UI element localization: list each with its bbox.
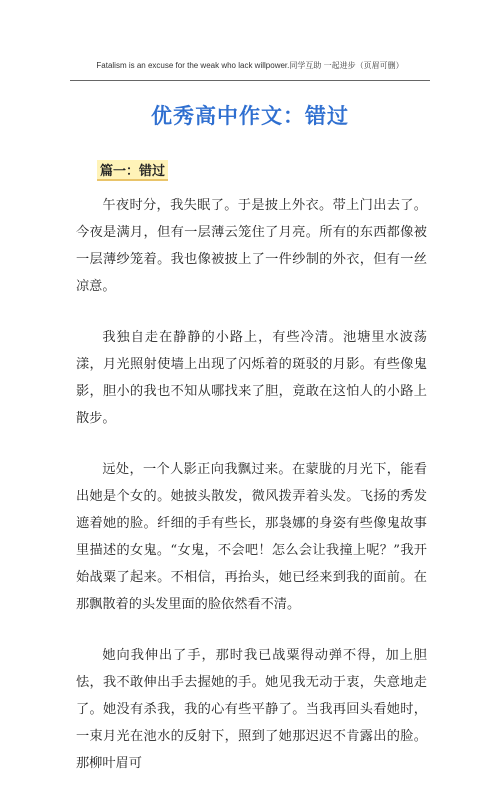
essay-body: [76, 192, 427, 801]
paragraph-2: 我独自走在静静的小路上，有些冷清。池塘里水波荡漾，月光照射使墙上出现了闪烁着的斑驳的月影。有些像鬼影，胆小的我也不知从哪找来了胆，竟敢在这怕人的小路上散步。: [76, 330, 427, 426]
paragraph-4: 她向我伸出了手，那时我已战粟得动弹不得，加上胆怯，我不敢伸出手去握她的手。她见我无动于衷，失意地走了。她没有杀我，我的心有些平静了。当我再回头看她时，一束月光在池水的反射下，照到了她那迟迟不肯露出的脸。那柳叶眉可: [76, 648, 427, 771]
document-title: 优秀高中作文：错过: [151, 103, 349, 128]
section-heading: 篇一：错过: [97, 160, 168, 181]
header-divider: [70, 80, 430, 81]
page-header: Fatalism is an excuse for the weak who lack willpower.同学互助 一起进步（页眉可删）: [96, 61, 404, 70]
paragraph-3: 远处，一个人影正向我飘过来。在蒙胧的月光下，能看出她是个女的。她披头散发，微风拨弄着头发。飞扬的秀发遮着她的脸。纤细的手有些长，那袅娜的身姿有些像鬼故事里描述的女鬼。“女鬼，不会吧！怎么会让我撞上呢？”我开始战粟了起来。不相信，再抬头，她已经来到我的面前。在那飘散着的头发里面的脸依然看不清。: [76, 462, 427, 612]
paragraph-1: 午夜时分，我失眠了。于是披上外衣。带上门出去了。今夜是满月，但有一层薄云笼住了月亮。所有的东西都像被一层薄纱笼着。我也像被披上了一件纱制的外衣，但有一丝凉意。: [76, 198, 427, 294]
